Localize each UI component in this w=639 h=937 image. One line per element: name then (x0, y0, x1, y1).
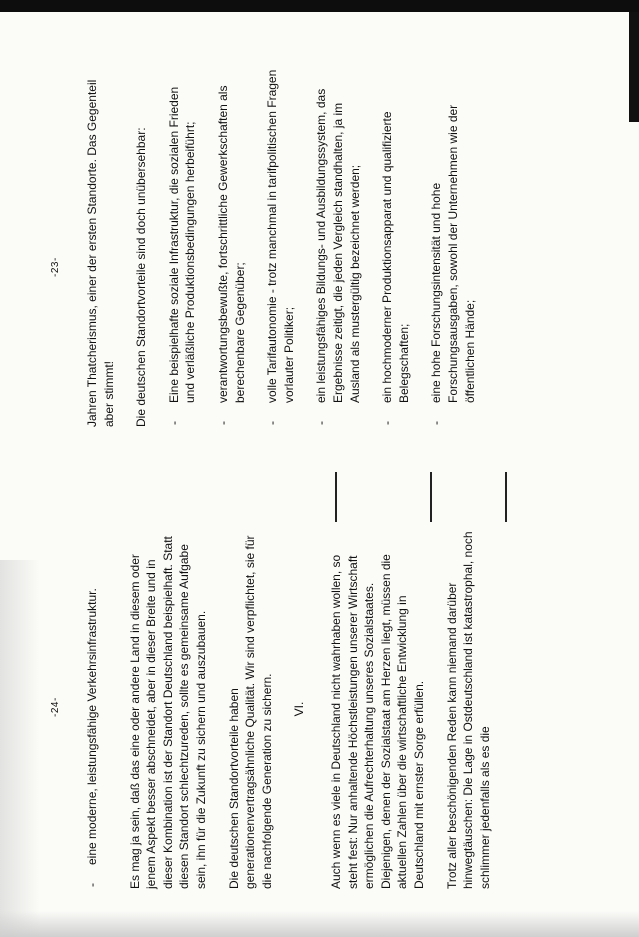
bullet-dash: - (314, 421, 329, 425)
list-item-text: eine moderne, leistungsfähige Verkehrsinfrastruktur. (85, 588, 99, 865)
paragraph: Jahren Thatcherismus, einer der ersten Standorte. Das Gegenteil aber stimmt! (85, 79, 116, 427)
list-item (264, 67, 297, 427)
fold-mark (505, 472, 507, 522)
page-23-column (84, 67, 494, 427)
bullet-dash: - (429, 421, 444, 425)
paragraph: Die deutschen Standortvorteile haben generationenvertragsähnliche Qualität. Wir sind verpflichtet, sie für die nachfolgende Generation zu sichern. (226, 535, 274, 889)
paragraph: Trotz aller beschönigenden Reden kann niemand darüber hinwegtäuschen: Die Lage in Ostdeutschland ist katastrophal, noch schlimmer jedenfalls als es die (444, 531, 492, 889)
bullet-dash: - (265, 421, 280, 425)
bullet-dash: - (166, 421, 181, 425)
paragraph: Auch wenn es viele in Deutschland nicht wahrhaben wollen, so steht fest: Nur anhaltende Höchstleistungen unserer Wirtschaft ermöglichen die Aufrechterhaltung unseres Sozialstaates. Diejenigen, denen der Sozialstaat am Herzen liegt, müssen die aktuellen Zahlen über die wirtschaftliche Entwicklung in Deutschland mit ernster Sorge erfüllen. (328, 554, 426, 889)
list-item-text: Eine beispielhafte soziale Infrastruktur, die sozialen Frieden und verläßliche Produktionsbedingungen herbeiführt; (166, 86, 198, 403)
list-item-text: verantwortungsbewußte, fortschrittliche Gewerkschaften als berechenbare Gegenüber; (215, 85, 247, 403)
fold-mark (430, 472, 432, 522)
list-item (84, 529, 101, 889)
paragraph: Es mag ja sein, daß das eine oder andere Land in diesem oder jenem Aspekt besser abschneidet, aber in dieser Breite und in dieser Kombination ist der Standort Deutschland beispielhaft. Statt diesen Standort schlechtzureden, sollte es gemeinsame Aufgabe sein, ihn für die Zukunft zu sichern und auszubauen. (127, 536, 208, 889)
bullet-dash: - (85, 883, 99, 887)
list-item (166, 67, 199, 427)
list-item-text: volle Tarifautonomie - trotz manchmal in tarifpolitischen Fragen vorlauter Politiker; (265, 69, 296, 403)
fold-mark (335, 472, 337, 522)
page-number-23: -23- (50, 257, 61, 277)
list-item-text: ein hochmoderner Produktionsapparat und qualifizierte Belegschaften; (380, 111, 411, 403)
section-heading: VI. (292, 701, 307, 717)
list-item (313, 67, 363, 427)
list-item-text: ein leistungsfähiges Bildungs- und Ausbildungssystem, das Ergebnisse zeitigt, die jeden Vergleich standhalten, ja im Ausland als mustergültig bezeichnet werden; (314, 88, 362, 403)
page-24-column (84, 529, 509, 889)
list-item (379, 67, 412, 427)
list-item (428, 67, 478, 427)
list-item (215, 67, 248, 427)
page-number-24: -24- (50, 697, 61, 717)
bullet-dash: - (215, 421, 230, 425)
list-item-text: eine hohe Forschungsintensität und hohe Forschungsausgaben, sowohl der Unternehmen wie der öffentlichen Hände; (429, 104, 477, 403)
paragraph: Die deutschen Standortvorteile sind doch unübersehbar: (134, 127, 149, 427)
bullet-dash: - (380, 421, 395, 425)
